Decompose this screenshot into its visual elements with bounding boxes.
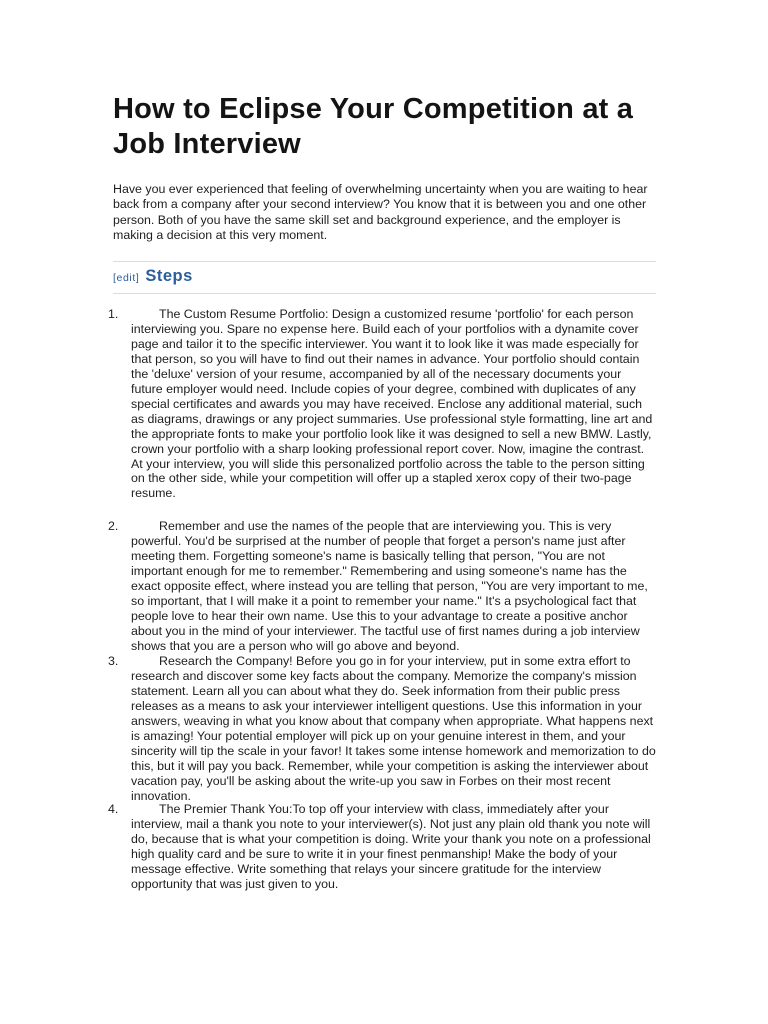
page-title: How to Eclipse Your Competition at a Job Interview bbox=[113, 93, 634, 160]
step-item bbox=[108, 654, 656, 804]
intro-paragraph: Have you ever experienced that feeling of overwhelming uncertainty when you are waiting to hear back from a company after your second interview? You know that it is between you and one other person. Both of you have the same skill set and background experience, and the employer is making a decision at this very moment. bbox=[113, 182, 648, 242]
step-item bbox=[108, 802, 656, 892]
step-text: The Premier Thank You:To top off your interview with class, immediately after your interview, mail a thank you note to your interviewer(s). Not just any plain old thank you note will do, because that is what your competition is doing. Write your thank you note on a professional high quality card and be sure to write it in your finest penmanship! Make the body of your message effective. Write something that relays your sincere gratitude for the interview opportunity that was just given to you. bbox=[131, 802, 651, 891]
section-header-steps bbox=[113, 267, 656, 294]
step-number: 4. bbox=[108, 802, 119, 816]
step-number: 1. bbox=[108, 307, 119, 321]
section-title: Steps bbox=[145, 267, 193, 286]
step-item bbox=[108, 519, 656, 654]
step-text: The Custom Resume Portfolio: Design a customized resume 'portfolio' for each person interviewing you. Spare no expense here. Build each of your portfolios with a dynamite cover page and tailor it to the specific interviewer. You want it to look like it was made especially for that person, so you will have to find out their names in advance. Your portfolio should contain the 'deluxe' version of your resume, accompanied by all of the necessary documents your future employer would need. Include copies of your degree, combined with duplicates of any special certificates and awards you may have received. Enclose any additional material, such as diagrams, drawings or any project summaries. Use professional style formatting, line art and the appropriate fonts to make your portfolio look like it was designed to sell a new BMW. Lastly, crown your portfolio with a sharp looking professional report cover. Now, imagine the contrast. At your interview, you will slide this personalized portfolio across the table to the person sitting on the other side, while your competition will offer up a stapled xerox copy of their two-page resume. bbox=[131, 307, 653, 501]
divider bbox=[113, 261, 656, 262]
step-number: 3. bbox=[108, 654, 119, 668]
article bbox=[113, 92, 656, 294]
step-text: Remember and use the names of the people that are interviewing you. This is very powerful. You'd be surprised at the number of people that forget a person's name just after meeting them. Forgetting someone's name is basically telling that person, "You are not important enough for me to remember." Remembering and using someone's name has the exact opposite effect, where instead you are telling that person, "You are very important to me, so important, that I will make it a point to remember your name." It's a psychological fact that people love to hear their own name. Use this to your advantage to create a positive anchor about you in the mind of your interviewer. The tactful use of first names during a job interview shows that you are a person who will go above and beyond. bbox=[131, 519, 648, 653]
step-text: Research the Company! Before you go in for your interview, put in some extra effort to research and discover some key facts about the company. Memorize the company's mission statement. Learn all you can about what they do. Seek information from their public press releases as a means to ask your interviewer intelligent questions. Use this information in your answers, weaving in what you know about that company when appropriate. What happens next is amazing! Your potential employer will pick up on your genuine interest in them, and your sincerity will tip the scale in your favor! It takes some intense homework and memorization to do this, but it will pay you back. Remember, while your competition is asking the interviewer about vacation pay, you'll be asking about the write-up you saw in Forbes on their most recent innovation. bbox=[131, 654, 656, 803]
edit-link[interactable]: [edit] bbox=[113, 272, 140, 285]
step-item bbox=[108, 307, 656, 501]
step-number: 2. bbox=[108, 519, 119, 533]
